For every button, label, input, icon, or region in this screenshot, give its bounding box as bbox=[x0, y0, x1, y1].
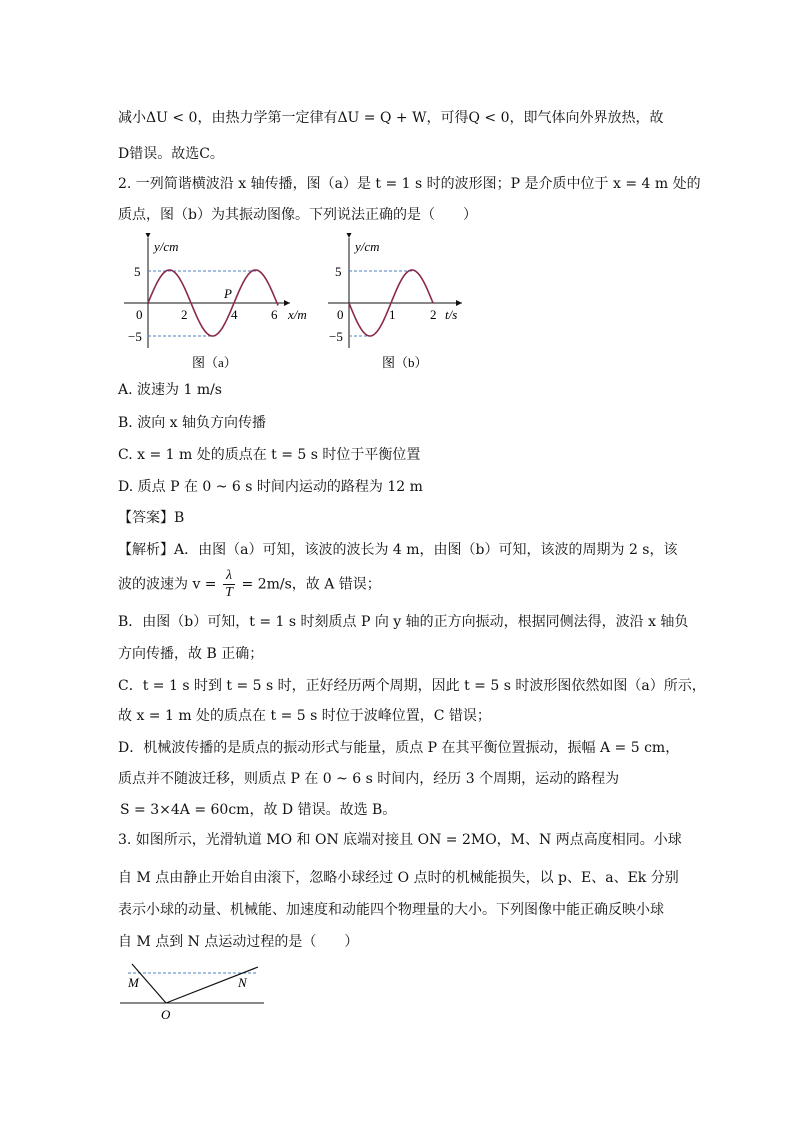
track-label-o: O bbox=[161, 1007, 171, 1022]
figure-track bbox=[118, 958, 278, 1026]
figure-b-tick-5: 5 bbox=[335, 264, 342, 279]
figure-a-tick-x0: 0 bbox=[136, 307, 143, 322]
question-2-line-1: 2. 一列简谐横波沿 x 轴传播，图（a）是 t = 1 s 时的波形图；P 是介质中位于 x = 4 m 处的 bbox=[118, 176, 701, 192]
fraction-lambda-over-t bbox=[223, 568, 235, 601]
fraction-denominator: T bbox=[225, 585, 233, 600]
explanation-2-prefix: 波的波速为 v = bbox=[118, 576, 217, 593]
explanation-line-2 bbox=[118, 568, 381, 601]
question-3-line-3: 表示小球的动量、机械能、加速度和动能四个物理量的大小。下列图像中能正确反映小球 bbox=[118, 902, 664, 918]
explanation-line-9: S = 3×4A = 60cm，故 D 错误。故选 B。 bbox=[120, 802, 397, 818]
figure-a-waveform bbox=[118, 233, 318, 373]
answer-label: 【答案】B bbox=[118, 510, 185, 526]
text-line-1: 减小ΔU < 0，由热力学第一定律有ΔU = Q + W，可得Q < 0，即气体向外界放热，故 bbox=[118, 110, 664, 126]
option-a: A. 波速为 1 m/s bbox=[118, 382, 222, 398]
explanation-line-7: D．机械波传播的是质点的振动形式与能量，质点 P 在其平衡位置振动，振幅 A = 5 cm， bbox=[118, 740, 680, 756]
figure-a-point-p: P bbox=[224, 286, 232, 301]
figure-b-vibration bbox=[322, 233, 472, 373]
question-3-line-2: 自 M 点由静止开始自由滚下，忽略小球经过 O 点时的机械能损失，以 p、E、a、Ek 分别 bbox=[118, 870, 679, 886]
text-line-2: D错误。故选C。 bbox=[118, 146, 224, 162]
figure-a-tick-x2: 2 bbox=[181, 307, 188, 322]
figure-a-tick-neg5: −5 bbox=[128, 329, 142, 344]
option-b: B. 波向 x 轴负方向传播 bbox=[118, 415, 266, 431]
figure-b-tick-neg5: −5 bbox=[329, 329, 343, 344]
figure-b-tick-x0: 0 bbox=[337, 307, 344, 322]
figure-b-tick-x2: 2 bbox=[430, 307, 437, 322]
figure-b-ylabel: y/cm bbox=[355, 239, 380, 254]
track-label-n: N bbox=[238, 975, 247, 990]
figure-b-xlabel: t/s bbox=[445, 307, 458, 322]
explanation-line-5: C．t = 1 s 时到 t = 5 s 时，正好经历两个周期，因此 t = 5 s 时波形图依然如图（a）所示， bbox=[118, 678, 706, 694]
track-label-m: M bbox=[128, 975, 139, 990]
figure-a-xlabel: x/m bbox=[288, 307, 307, 322]
explanation-line-4: 方向传播，故 B 正确； bbox=[118, 646, 264, 662]
figure-a-caption: 图（a） bbox=[192, 355, 237, 370]
question-2-line-2: 质点，图（b）为其振动图像。下列说法正确的是（ ） bbox=[118, 207, 477, 223]
figure-a-ylabel: y/cm bbox=[154, 239, 179, 254]
explanation-line-3: B．由图（b）可知，t = 1 s 时刻质点 P 向 y 轴的正方向振动，根据同侧法得，波沿 x 轴负 bbox=[118, 614, 689, 630]
figure-b-tick-x1: 1 bbox=[389, 307, 396, 322]
option-c: C. x = 1 m 处的质点在 t = 5 s 时位于平衡位置 bbox=[118, 447, 421, 463]
figure-a-tick-x4: 4 bbox=[231, 307, 238, 322]
explanation-line-1: 【解析】A．由图（a）可知，该波的波长为 4 m，由图（b）可知，该波的周期为 2 s，该 bbox=[118, 542, 678, 558]
figure-a-tick-x6: 6 bbox=[271, 307, 278, 322]
figure-a-tick-5: 5 bbox=[134, 264, 141, 279]
option-d: D. 质点 P 在 0 ~ 6 s 时间内运动的路程为 12 m bbox=[118, 479, 423, 495]
explanation-2-suffix: = 2m/s，故 A 错误； bbox=[241, 576, 381, 593]
question-3-line-4: 自 M 点到 N 点运动过程的是（ ） bbox=[118, 934, 359, 950]
fraction-numerator: λ bbox=[223, 568, 235, 585]
question-3-line-1: 3. 如图所示，光滑轨道 MO 和 ON 底端对接且 ON = 2MO，M、N 两点高度相同。小球 bbox=[118, 832, 682, 848]
explanation-line-8: 质点并不随波迁移，则质点 P 在 0 ~ 6 s 时间内，经历 3 个周期，运动的路程为 bbox=[118, 771, 620, 787]
figure-b-caption: 图（b） bbox=[382, 355, 428, 370]
explanation-line-6: 故 x = 1 m 处的质点在 t = 5 s 时位于波峰位置，C 错误； bbox=[118, 708, 491, 724]
